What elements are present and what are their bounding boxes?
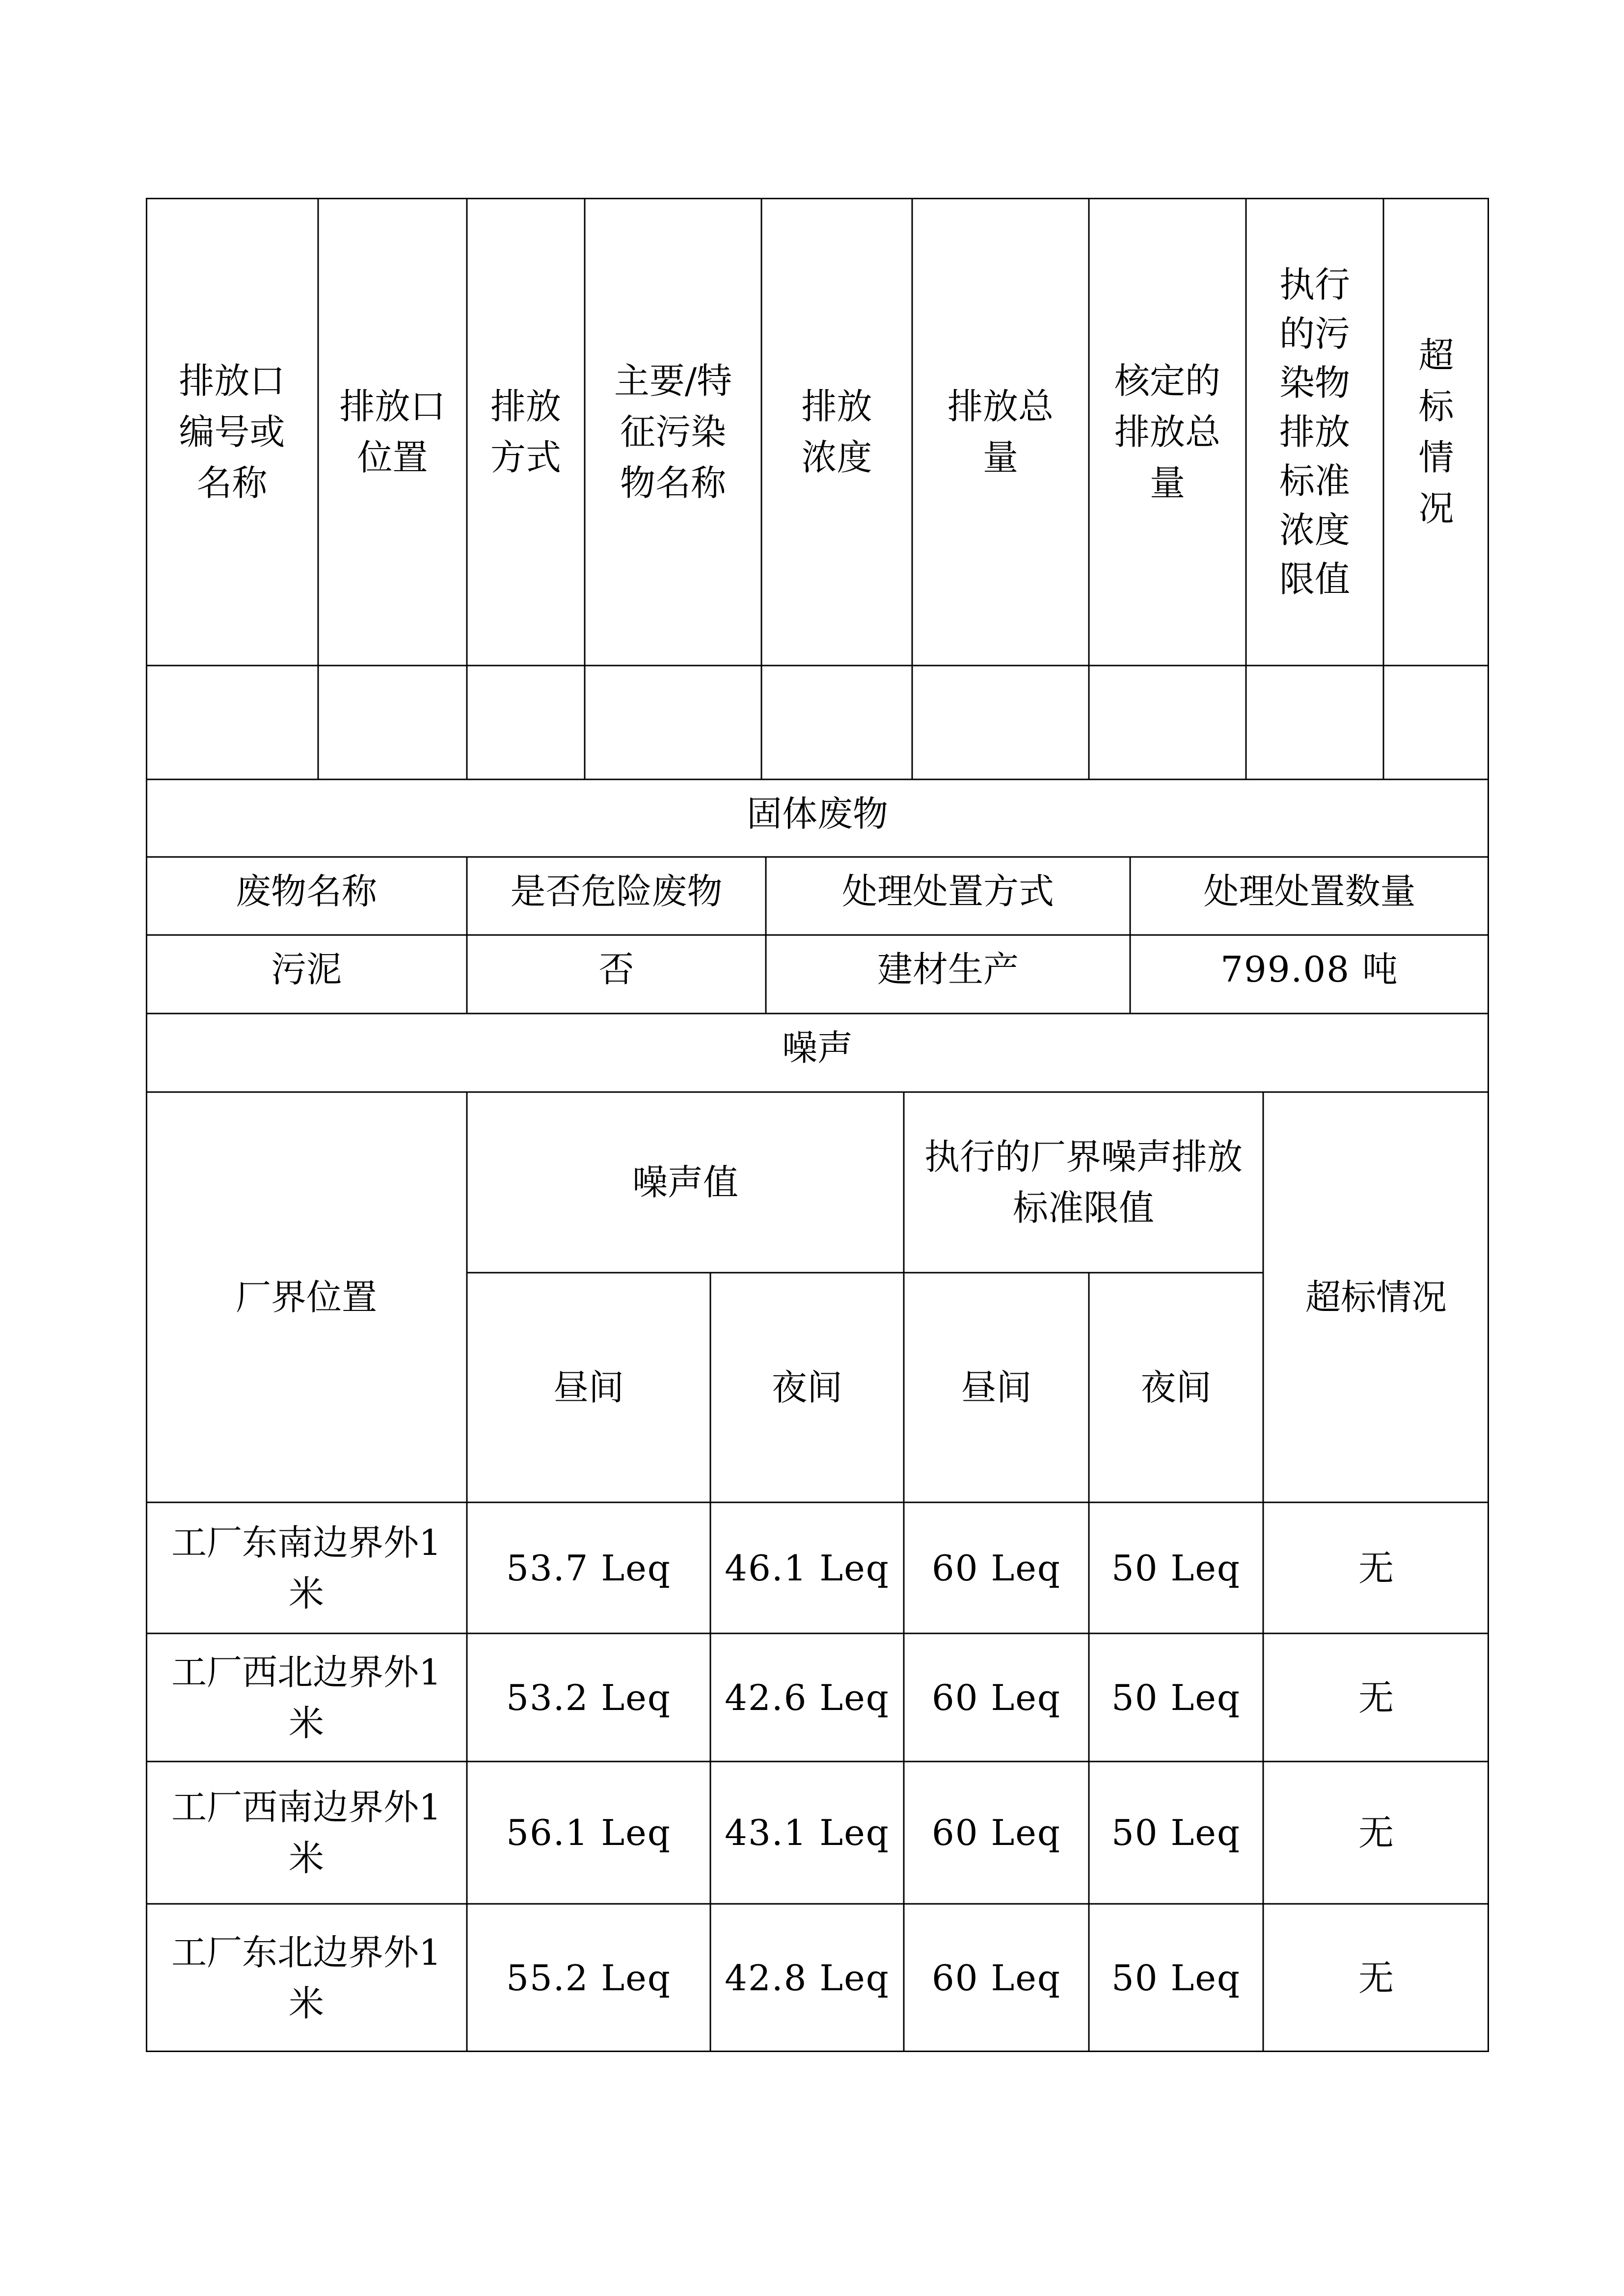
header-waste-name: 废物名称 [235, 871, 377, 912]
noise-row-exceed: 无 [1358, 1957, 1394, 1999]
header-hazardous: 是否危险废物 [510, 871, 723, 912]
noise-row-night: 42.8 Leq [725, 1957, 890, 1999]
header-std-night: 夜间 [1140, 1367, 1212, 1408]
noise-row-std-night: 50 Leq [1111, 1812, 1241, 1853]
noise-row-night: 42.6 Leq [725, 1677, 890, 1718]
header-pollutant-name: 主要/特征污染物名称 [614, 360, 732, 504]
noise-row-night: 46.1 Leq [725, 1547, 890, 1589]
noise-row-std-day: 60 Leq [931, 1547, 1061, 1589]
noise-row-location: 工厂东南边界外1米 [171, 1522, 441, 1614]
solid-waste-title: 固体废物 [746, 793, 888, 834]
environmental-report-table [146, 198, 1489, 2052]
noise-row-day: 55.2 Leq [506, 1957, 671, 1999]
empty-cell [1383, 666, 1489, 779]
header-night: 夜间 [771, 1367, 842, 1408]
empty-cell [146, 666, 318, 779]
noise-row-location: 工厂东北边界外1米 [171, 1932, 441, 2024]
header-concentration: 排放浓度 [801, 385, 872, 478]
noise-row-exceed: 无 [1358, 1812, 1394, 1853]
header-noise-value: 噪声值 [632, 1162, 738, 1203]
waste-name: 污泥 [271, 949, 342, 990]
header-noise-exceed: 超标情况 [1305, 1277, 1447, 1318]
noise-row-std-night: 50 Leq [1111, 1957, 1241, 1999]
waste-quantity: 799.08 吨 [1220, 949, 1399, 990]
noise-row-day: 53.7 Leq [506, 1547, 671, 1589]
noise-row-std-day: 60 Leq [931, 1812, 1061, 1853]
header-outlet-location: 排放口位置 [339, 385, 446, 478]
waste-method: 建材生产 [877, 949, 1019, 990]
header-standard-limit: 执行的污染物排放标准浓度限值 [1279, 264, 1350, 600]
noise-row-location: 工厂西北边界外1米 [171, 1651, 441, 1744]
empty-cell [467, 666, 585, 779]
noise-title: 噪声 [782, 1027, 853, 1068]
header-approved-total: 核定的排放总量 [1114, 360, 1220, 504]
noise-row-night: 43.1 Leq [725, 1812, 890, 1853]
noise-row-std-night: 50 Leq [1111, 1677, 1241, 1718]
empty-cell [1246, 666, 1383, 779]
empty-cell [1089, 666, 1246, 779]
noise-row-exceed: 无 [1358, 1547, 1394, 1589]
noise-row-day: 56.1 Leq [506, 1812, 671, 1853]
noise-row-exceed: 无 [1358, 1677, 1394, 1718]
empty-cell [761, 666, 912, 779]
empty-cell [318, 666, 467, 779]
header-total: 排放总量 [947, 385, 1054, 478]
empty-cell [585, 666, 761, 779]
waste-hazardous: 否 [598, 949, 634, 990]
noise-row-day: 53.2 Leq [506, 1677, 671, 1718]
noise-row-std-day: 60 Leq [931, 1957, 1061, 1999]
noise-row-location: 工厂西南边界外1米 [171, 1787, 441, 1879]
header-std-day: 昼间 [961, 1367, 1032, 1408]
noise-row-std-night: 50 Leq [1111, 1547, 1241, 1589]
header-outlet-id: 排放口编号或名称 [179, 360, 285, 504]
header-disposal-method: 处理处置方式 [841, 871, 1054, 912]
header-boundary-location: 厂界位置 [235, 1277, 377, 1318]
header-noise-standard: 执行的厂界噪声排放标准限值 [924, 1136, 1243, 1228]
empty-cell [912, 666, 1089, 779]
header-discharge-method: 排放方式 [490, 385, 561, 478]
header-disposal-quantity: 处理处置数量 [1203, 871, 1416, 912]
header-day: 昼间 [553, 1367, 624, 1408]
noise-row-std-day: 60 Leq [931, 1677, 1061, 1718]
header-exceed: 超标情况 [1418, 334, 1454, 529]
